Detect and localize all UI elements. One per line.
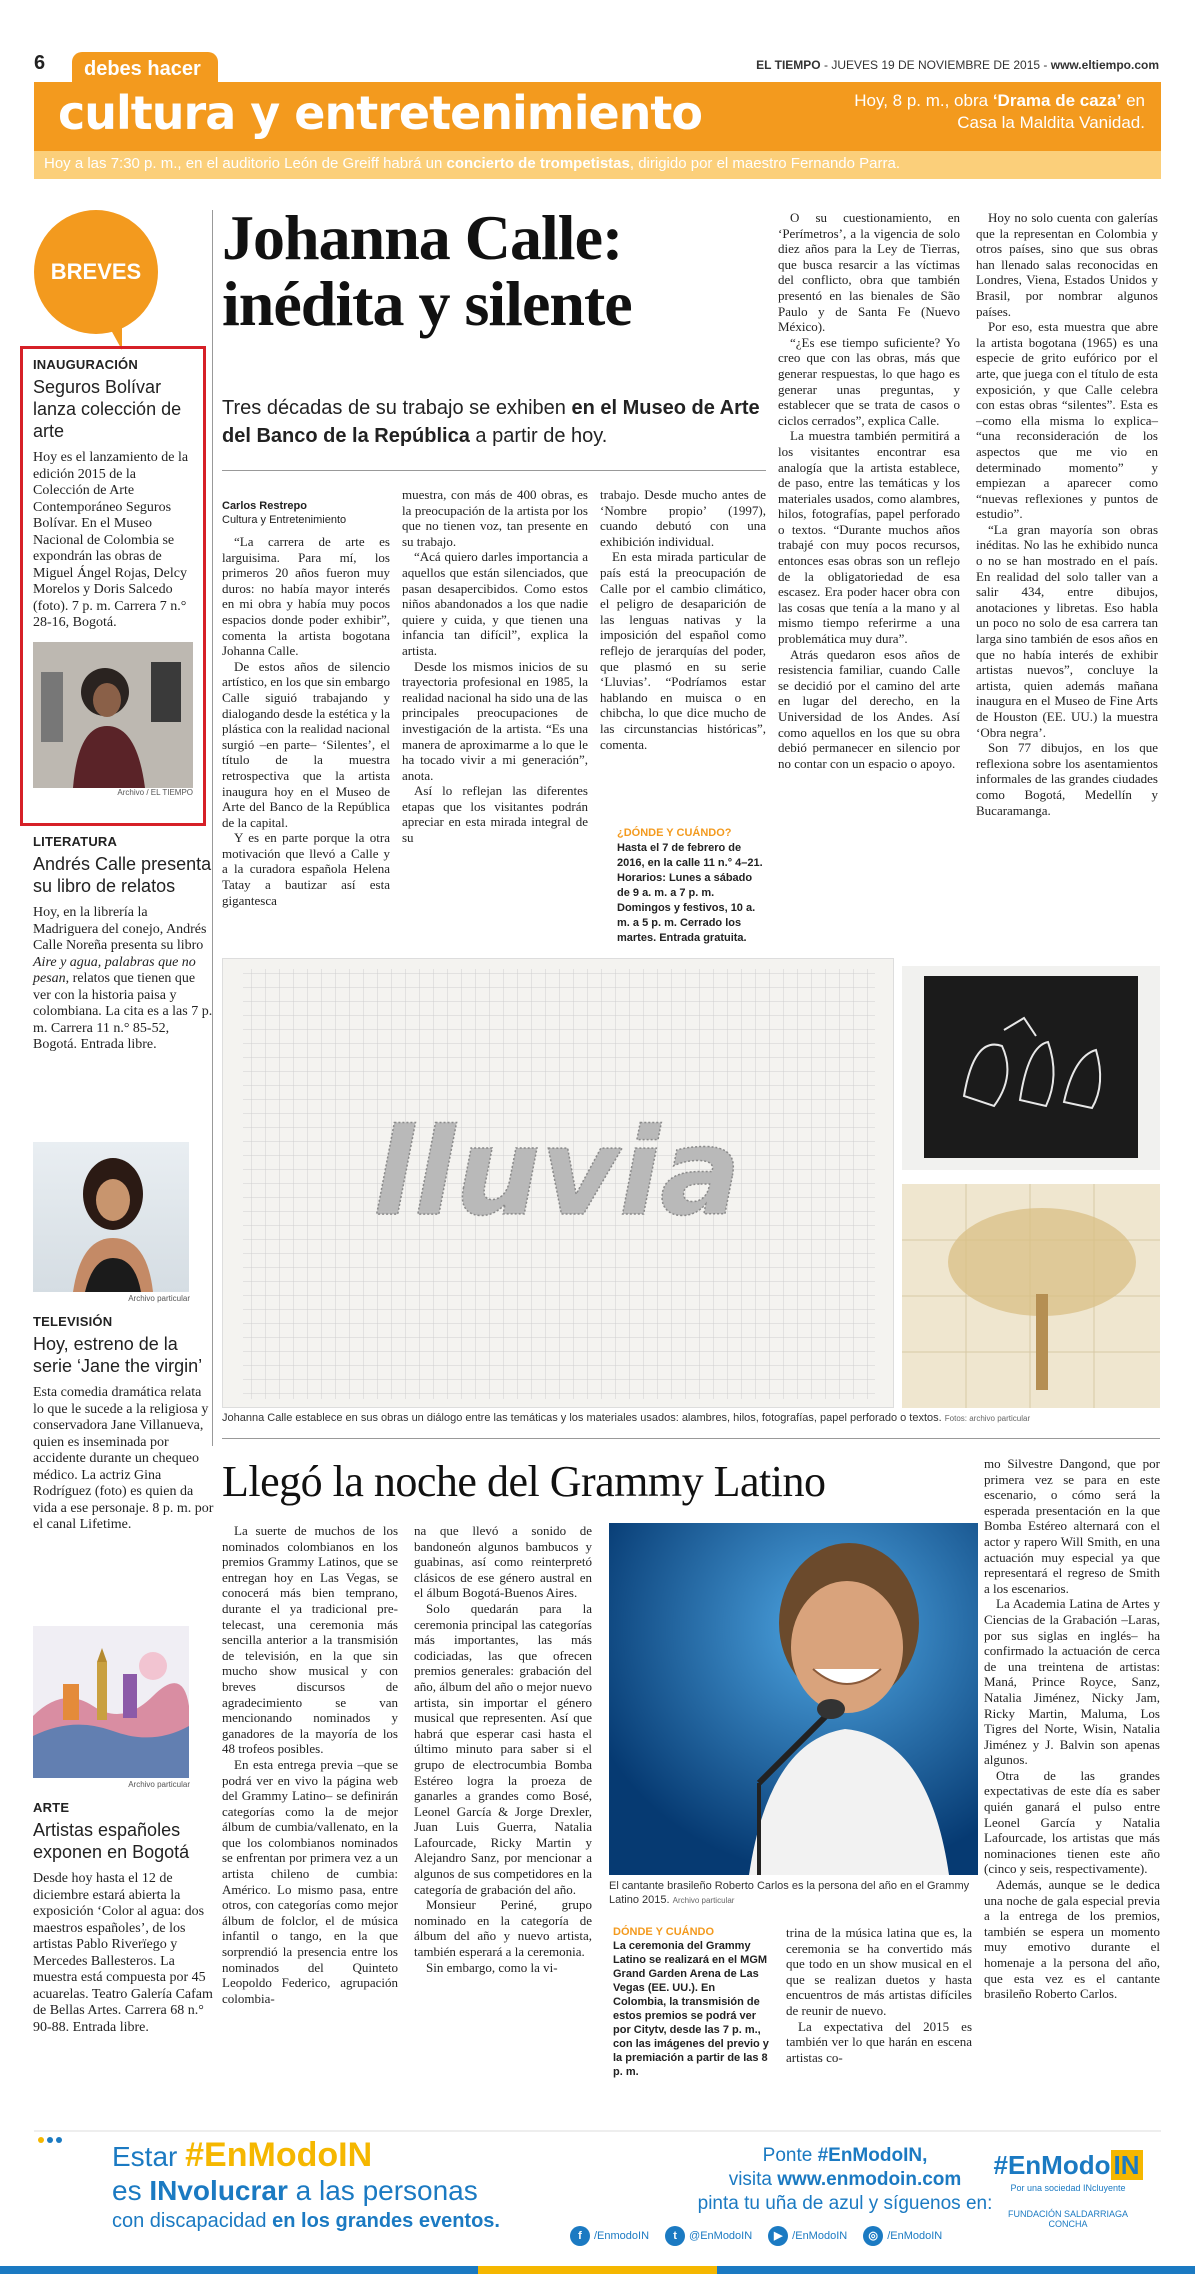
- brief-text: Esta comedia dramática relata lo que le sucede a la religiosa y conservadora Jane Villanueva, quien es inseminada por accidente durante un chequeo médico. La actriz Gina Rodríguez (foto) es quien da vida a ese personaje. 8 p. m. por el canal Lifetime.: [33, 1385, 214, 1532]
- cta-url[interactable]: www.enmodoin.com: [777, 2169, 962, 2190]
- info-kicker: DÓNDE Y CUÁNDO: [613, 1926, 715, 1938]
- paragraph: Y es en parte porque la otra motivación que llevó a Calle y a la curadora española Helena Tatay a bautizar así esta gigantesca: [222, 830, 390, 908]
- twitter-icon: t: [665, 2226, 685, 2246]
- column-divider: [212, 210, 213, 1446]
- info-box: [617, 826, 765, 946]
- social-links: [570, 2226, 942, 2246]
- image-caption: [222, 1412, 1160, 1424]
- paragraph: En esta entrega previa –que se podrá ver en vivo la página web del Grammy Latino– se definirán categorías como la de mejor álbum de cumbia/vallenato, en la que los colombianos nominados se enfrentan por primera vez a un artista chileno de cumbia: Américo. Lo mismo pasa, entre otros, con categorías como mejor álbum de folclor, el de música infantil o tango, en la que sorprendió la presencia entre los nominados del Quinteto Leopoldo Federico, agrupación colombia-: [222, 1756, 398, 2006]
- breves-badge-tail: [100, 310, 122, 350]
- masthead-info: EL TIEMPO - JUEVES 19 DE NOVIEMBRE DE 2015 - www.eltiempo.com: [756, 58, 1159, 72]
- paragraph: Solo quedarán para la ceremonia principal las categorías más importantes, las más codiciadas, las que ofrecen premios generales: grabación del año, álbum del año o mejor nuevo artista, sin importar el género musical que representen. Así que habrá que esperar casi hasta el último minuto para saber si el grupo de electrocumbia Bomba Estéreo logra la proeza de ganarles a grandes como Bosé, Leonel García & Jorge Drexler, Juan Luis Guerra, Natalia Lafourcade, Ricky Martin y Alejandro Sanz, por mencionar a algunos de sus competidores en la categoría de grabación del año.: [414, 1600, 592, 1897]
- deck-text-end: a partir de hoy.: [475, 425, 608, 447]
- paragraph: “Acá quiero darles importancia a aquellos que están silenciados, que pasan desapercibidos. Como estos niños abandonados a los que nadie quiere y cuida, y que tienen una infancia tan difícil”, explica la artista.: [402, 549, 588, 658]
- ad-slogan: [112, 2138, 500, 2234]
- paragraph: “La carrera de arte es larguisima. Para mí, los primeros 20 años fueron muy duros: no había mayor interés en mi obra y había muy pocos espacios donde poder exhibir”, comenta la artista bogotana Johanna Calle.: [222, 534, 390, 659]
- promo-text: Hoy, 8 p. m., obra: [854, 91, 989, 110]
- article-headline: [222, 202, 632, 339]
- paragraph: Otra de las grandes expectativas de este día es saber quién ganará el pulso entre Leonel García y Natalia Lafourcade, los artistas que más nominaciones tienen este año (cinco y seis, respectivamente).: [984, 1767, 1160, 1877]
- paragraph: na que llevó a sonido de bandoneón algunos bambucos y guabinas, así como reinterpretó clásicos de ese género austral en el álbum Bogotá-Buenos Aires.: [414, 1523, 592, 1601]
- tree-collage-icon: [902, 1184, 1160, 1408]
- paragraph: Son 77 dibujos, en los que reflexiona sobre los asentamientos informales de las grandes ciudades como Bogotá, Medellín y Bucaramanga.: [976, 740, 1158, 818]
- deck-rule: [222, 470, 766, 471]
- logo-in: IN: [1111, 2150, 1143, 2180]
- singer-microphone-icon: [609, 1523, 978, 1875]
- promo-highlight: ‘Drama de caza’: [992, 91, 1122, 110]
- social-handle: /EnModoIN: [887, 2229, 943, 2242]
- singer-photo: [609, 1523, 978, 1875]
- brief-arte: [33, 1800, 215, 2036]
- info-kicker: ¿DÓNDE Y CUÁNDO?: [617, 827, 732, 839]
- subbar-highlight: concierto de trompetistas: [446, 155, 630, 172]
- cta-text: Ponte: [762, 2145, 813, 2166]
- paragraph: mo Silvestre Dangond, que por primera vez se para en este escenario, o cómo será la esperada presentación en la que Bomba Estéreo alternará con el actor y rapero Will Smith, en una actuación muy especial ya que representará el regreso de Smith a los escenarios.: [984, 1456, 1160, 1596]
- photo-caption: [609, 1879, 978, 1908]
- promo-text-end: en Casa la Maldita Vanidad.: [957, 91, 1145, 132]
- info-text: La ceremonia del Grammy Latino se realizará en el MGM Grand Garden Arena de Las Vegas (EE. UU.). En Colombia, la transmisión de estos premios se podrá ver por Citytv, desde las 7 p. m., con las imágenes del previo y la premiación a partir de las 8 p. m.: [613, 1940, 769, 2078]
- paragraph: Atrás quedaron esos años de resistencia familiar, cuando Calle se decidió por el camino del arte en lugar del derecho, en la Universidad de los Andes. Así como aquellos en los que su obra debió permanecer en silencio por no contar con un espacio o apoyo.: [778, 646, 960, 771]
- article-column-3: [786, 1925, 972, 2065]
- brief-photo: [33, 642, 193, 788]
- logo-tagline: Por una sociedad INcluyente: [1010, 2183, 1126, 2193]
- brief-photo: [33, 1626, 189, 1778]
- book-title: Aire y agua, palabras que no pesan: [33, 954, 196, 986]
- info-box: [613, 1925, 771, 2079]
- slogan-hashtag: #EnModoIN: [185, 2136, 373, 2174]
- artwork-dark: [902, 966, 1160, 1170]
- paragraph: La expectativa del 2015 es también ver lo que harán en escena artistas co-: [786, 2018, 972, 2065]
- photo-credit: Archivo / EL TIEMPO: [117, 787, 193, 797]
- paragraph: Sin embargo, como la vi-: [426, 1959, 558, 1975]
- brief-headline: Andrés Calle presenta su libro de relatos: [33, 854, 212, 896]
- deck-text: Tres décadas de su trabajo se exhiben: [222, 397, 566, 419]
- issue-date: JUEVES 19 DE NOVIEMBRE DE 2015: [831, 58, 1041, 72]
- photo-credit: Archivo particular: [128, 1780, 190, 1789]
- instagram-icon: ◎: [863, 2226, 883, 2246]
- paragraph: “¿Es ese tiempo suficiente? Yo creo que con las obras, más que generar respuestas, lo que hago es generar unas preguntas, y establecer que se trata de casos o ciclos cerrados”, explica Calle.: [778, 334, 960, 428]
- dot: [56, 2137, 62, 2143]
- slogan-highlight: INvolucrar: [149, 2175, 288, 2206]
- info-text: Hasta el 7 de febrero de 2016, en la calle 11 n.° 4–21. Horarios: Lunes a sábado de 9 a. m. a 7 p. m. Domingos y festivos, 10 a. m. a 5 p. m. Cerrado los martes. Entrada gratuita.: [617, 842, 763, 944]
- social-handle: /EnModoIN: [792, 2229, 848, 2242]
- author-name: Carlos Restrepo: [222, 500, 307, 512]
- paragraph: La suerte de muchos de los nominados colombianos en los premios Grammy Latinos, que se entregan hoy en Las Vegas, se conocerá más bien temprano, durante el ya tradicional pre-telecast, una ceremonia más sencilla anterior a la transmisión de televisión, en la que sin mucho show musical y con breves discursos de agradecimiento se van mencionando nominados y ganadores de la mayoría de los 48 trofeos posibles.: [222, 1523, 398, 1757]
- artist-photo-icon: [33, 642, 193, 788]
- paragraph: Monsieur Periné, grupo nominado en la categoría de álbum del año y nuevo artista, también esperará a la ceremonia.: [414, 1897, 592, 1960]
- paper-name: EL TIEMPO: [756, 58, 821, 72]
- paragraph: Hoy no solo cuenta con galerías que la representan en Colombia y otros países, sino que sus obras han llenado salas reconocidas en Londres, Viena, Estados Unidos y Brasil, por nombrar algunos países.: [976, 210, 1158, 319]
- banner-promo: [835, 90, 1145, 134]
- social-facebook[interactable]: [570, 2226, 649, 2246]
- artwork-word: lluvia: [373, 1104, 742, 1243]
- cta-hashtag: #EnModoIN,: [817, 2145, 928, 2166]
- brief-kicker: INAUGURACIÓN: [33, 357, 138, 372]
- social-twitter[interactable]: [665, 2226, 752, 2246]
- brief-inauguracion: [20, 346, 206, 826]
- brief-headline: Artistas españoles exponen en Bogotá: [33, 1820, 190, 1862]
- artwork-tree: [902, 1184, 1160, 1408]
- facebook-icon: f: [570, 2226, 590, 2246]
- article-column-1: [222, 534, 390, 908]
- caption-text: Johanna Calle establece en sus obras un diálogo entre las temáticas y los materiales usados: alambres, hilos, fotografías, papel perforado o textos.: [222, 1412, 942, 1424]
- brief-text: [33, 905, 215, 1054]
- social-handle: @EnModoIN: [689, 2229, 753, 2242]
- grid-artwork-icon: [223, 959, 894, 1408]
- paragraph: En esta mirada particular de país está la preocupación de Calle por el cambio climático, el peligro de desaparición de las lenguas nativas y la imposición del español como reflejo de jerarquías del poder, que plasmó en su serie ‘Lluvias’. “Podríamos estar hablando en muisca o en chibcha, lo que dice mucho de las circunstancias históricas”, comenta.: [600, 549, 766, 752]
- footer-rule: [34, 2130, 1161, 2132]
- section-title: cultura y entretenimiento: [58, 86, 703, 140]
- dot: [38, 2137, 44, 2143]
- deck-highlight: en el Museo de Arte del Banco de la República: [222, 397, 760, 447]
- campaign-logo: [988, 2150, 1148, 2229]
- paragraph: La Academia Latina de Artes y Ciencias de la Grabación –Laras, por sus siglas en inglés– ha confirmado la actuación de cerca de una treintena de artistas: Maná, Prince Royce, Sanz, Natalia Jiménez, Nicky Jam, Ricky Martin, Maluma, Los Tigres del Norte, Wisin, Natalia Jiménez y J. Balvin son apenas algunos.: [984, 1596, 1160, 1768]
- section-rule: [222, 1438, 1160, 1439]
- paragraph: trabajo. Desde mucho antes de ‘Nombre propio’ (1997), cuando debutó con una exhibición individual.: [600, 487, 766, 549]
- brief-kicker: ARTE: [33, 1800, 70, 1815]
- slogan-text: a las personas: [295, 2175, 478, 2206]
- brief-headline: Hoy, estreno de la serie ‘Jane the virgin’: [33, 1334, 203, 1376]
- caption-credit: Fotos: archivo particular: [944, 1414, 1031, 1423]
- paragraph: “La gran mayoría son obras inéditas. No las he exhibido nunca o no se han mostrado en el país. En realidad del solo taller van a salir 434, entre dibujos, anotaciones y libretas. Eso habla un poco no solo de esa carrera tan larga sino también de esos años en que no había interés de exhibir artistas nuevos”, concluye la artista, quien además mañana inaugura en el Museo de Fine Arts de Houston (EE. UU.) la muestra ‘Obra negra’.: [976, 521, 1158, 740]
- paragraph: De estos años de silencio artístico, en los que sin embargo Calle siguió trabajando y dialogando desde la estética y la plástica con la realidad nacional surgió –en parte– ‘Silentes’, el título de la muestra retrospectiva que la artista inaugura hoy en el Museo de Arte del Banco de la República de la capital.: [222, 658, 391, 830]
- artwork-lluvia: [222, 958, 894, 1408]
- footer-dots: [38, 2128, 65, 2147]
- paragraph: muestra, con más de 400 obras, es la preocupación de la artista por los que no tienen voz, tan presente en su trabajo.: [402, 487, 588, 549]
- subbar-text-end: , dirigido por el maestro Fernando Parra.: [629, 155, 901, 172]
- slogan-text: es: [112, 2175, 142, 2206]
- article-column-1: [222, 1523, 398, 2006]
- brief-text-start: Hoy, en la librería la Madriguera del conejo, Andrés Calle Noreña presenta su libro: [33, 905, 207, 953]
- brief-text: Desde hoy hasta el 12 de diciembre estará abierta la exposición ‘Color al agua: dos maestros españoles’, de los artistas Pablo Riverïego y Mercedes Ballesteros. La muestra está compuesta por 45 acuarelas. Teatro Galería Cafam de Bellas Artes. Carrera 68 n.° 90-88. Entrada libre.: [33, 1871, 213, 2035]
- page-number: 6: [34, 52, 46, 74]
- slogan-text: con discapacidad: [112, 2210, 267, 2232]
- paragraph: La muestra también permitirá a los visitantes encontrar esa analogía que la artista establece, de paso, entre las temáticas y los materiales usados, como alambres, hilos, fotografías, papel perforado o textos. “Durante muchos años trabajé con muy pocos recursos, entonces esas obras son un reflejo de la obligatoriedad de esa escasez. Era poder hacer obra con las cosas que tenía a la mano y al mismo tiempo referirme a una problemática muy dura”.: [778, 428, 960, 647]
- brief-text-end: , relatos que tienen que ver con la historia paisa y colombiana. La cita es a las 7 p. m. Carrera 11 n.° 85-52, Bogotá. Entrada libre.: [33, 971, 213, 1052]
- caption-text: El cantante brasileño Roberto Carlos es la persona del año en el Grammy Latino 2015.: [609, 1880, 970, 1906]
- article-column-4: [778, 210, 960, 771]
- paragraph: Además, aunque se le dedica una noche de gala especial previa a la entrega de los premios, también se espera un momento muy emotivo durante el homenaje a la persona del año, que esta vez es el cantante brasileño Roberto Carlos.: [984, 1877, 1160, 2002]
- headline-line-2: inédita y silente: [222, 268, 632, 339]
- brief-kicker: LITERATURA: [33, 834, 118, 849]
- social-handle: /EnmodoIN: [594, 2229, 650, 2242]
- section-tag: debes hacer: [72, 52, 218, 86]
- article-column-2: [402, 487, 588, 846]
- brief-photo: [33, 1142, 189, 1292]
- artwork-dark-panel: [924, 976, 1138, 1158]
- footer-stripe: [0, 2266, 1195, 2274]
- watercolor-painting-icon: [33, 1626, 189, 1778]
- paragraph: Así lo reflejan las diferentes etapas que los visitantes podrán apreciar en esta mirada integral de su: [402, 783, 588, 846]
- foundation-logo: FUNDACIÓN SALDARRIAGA CONCHA: [1007, 2209, 1129, 2229]
- brief-kicker: TELEVISIÓN: [33, 1314, 113, 1329]
- paragraph: O su cuestionamiento, en ‘Perímetros’, a la vigencia de solo diez años para la Ley de Tierras, que busca resarcir a las víctimas del conflicto, obra que también presentó en las bienales de São Paulo y de Santa Fe (Nuevo México).: [778, 210, 960, 335]
- caption-credit: Archivo particular: [672, 1896, 735, 1905]
- actress-photo-icon: [33, 1142, 189, 1292]
- paragraph: Desde los mismos inicios de su trayectoria profesional en 1985, la realidad nacional ha sido una de las principales preocupaciones de investigación de la artista. “Es una manera de aproximarme a lo que le ha tocado vivir a mi generación”, anota.: [402, 658, 588, 783]
- author-desk: Cultura y Entretenimiento: [222, 514, 347, 526]
- slogan-highlight: en los grandes eventos.: [272, 2210, 500, 2232]
- subbar-text: Hoy a las 7:30 p. m., en el auditorio León de Greiff habrá un: [44, 155, 443, 172]
- dot: [47, 2137, 53, 2143]
- logo-text: #EnModo: [993, 2150, 1111, 2180]
- wire-figures-icon: [924, 976, 1138, 1158]
- headline-line-1: Johanna Calle:: [222, 202, 623, 273]
- article-column-3: [600, 487, 766, 752]
- article-column-4: [984, 1456, 1160, 2002]
- brief-text: Hoy es el lanzamiento de la edición 2015 de la Colección de Arte Contemporáneo Seguros Bolívar. En el Museo Nacional de Colombia se expondrán las obras de Miguel Ángel Rojas, Delcy Morelos y Doris Salcedo (foto). 7 p. m. Carrera 7 n.° 28-16, Bogotá.: [33, 450, 189, 630]
- cta-text: visita: [728, 2169, 772, 2190]
- brief-literatura: [33, 834, 215, 1054]
- section-subbar: [34, 151, 1161, 179]
- article-column-5: [976, 210, 1158, 818]
- slogan-text: Estar: [112, 2141, 178, 2172]
- brief-television: [33, 1314, 215, 1534]
- photo-credit: Archivo particular: [128, 1294, 190, 1303]
- article-deck: [222, 394, 762, 450]
- cta-text: pinta tu uña de azul y síguenos en:: [697, 2193, 993, 2214]
- article-column-2: [414, 1523, 592, 1975]
- brief-headline: Seguros Bolívar lanza colección de arte: [33, 377, 182, 441]
- site-link[interactable]: www.eltiempo.com: [1050, 58, 1159, 72]
- paragraph: Por eso, esta muestra que abre la artista bogotana (1965) es una especie de grito eufórico por el arte, que juega con el título de esta exposición, y que Calle celebra con estas obras “silentes”. Esta es –como ella misma lo explica– “una reconsideración de los aspectos que me vio en determinado momento” y empiezan a aparecer como “nuevas reflexiones y puntos de estudio”.: [976, 319, 1158, 522]
- breves-badge: BREVES: [34, 210, 158, 334]
- paragraph: trina de la música latina que es, la ceremonia se ha convertido más que todo en un show musical en el que se realizan duetos y hasta encuentros de más artistas difíciles de reunir de nuevo.: [786, 1925, 972, 2018]
- article-headline: Llegó la noche del Grammy Latino: [222, 1457, 826, 1506]
- youtube-icon: ▶: [768, 2226, 788, 2246]
- social-instagram[interactable]: [863, 2226, 942, 2246]
- social-youtube[interactable]: [768, 2226, 847, 2246]
